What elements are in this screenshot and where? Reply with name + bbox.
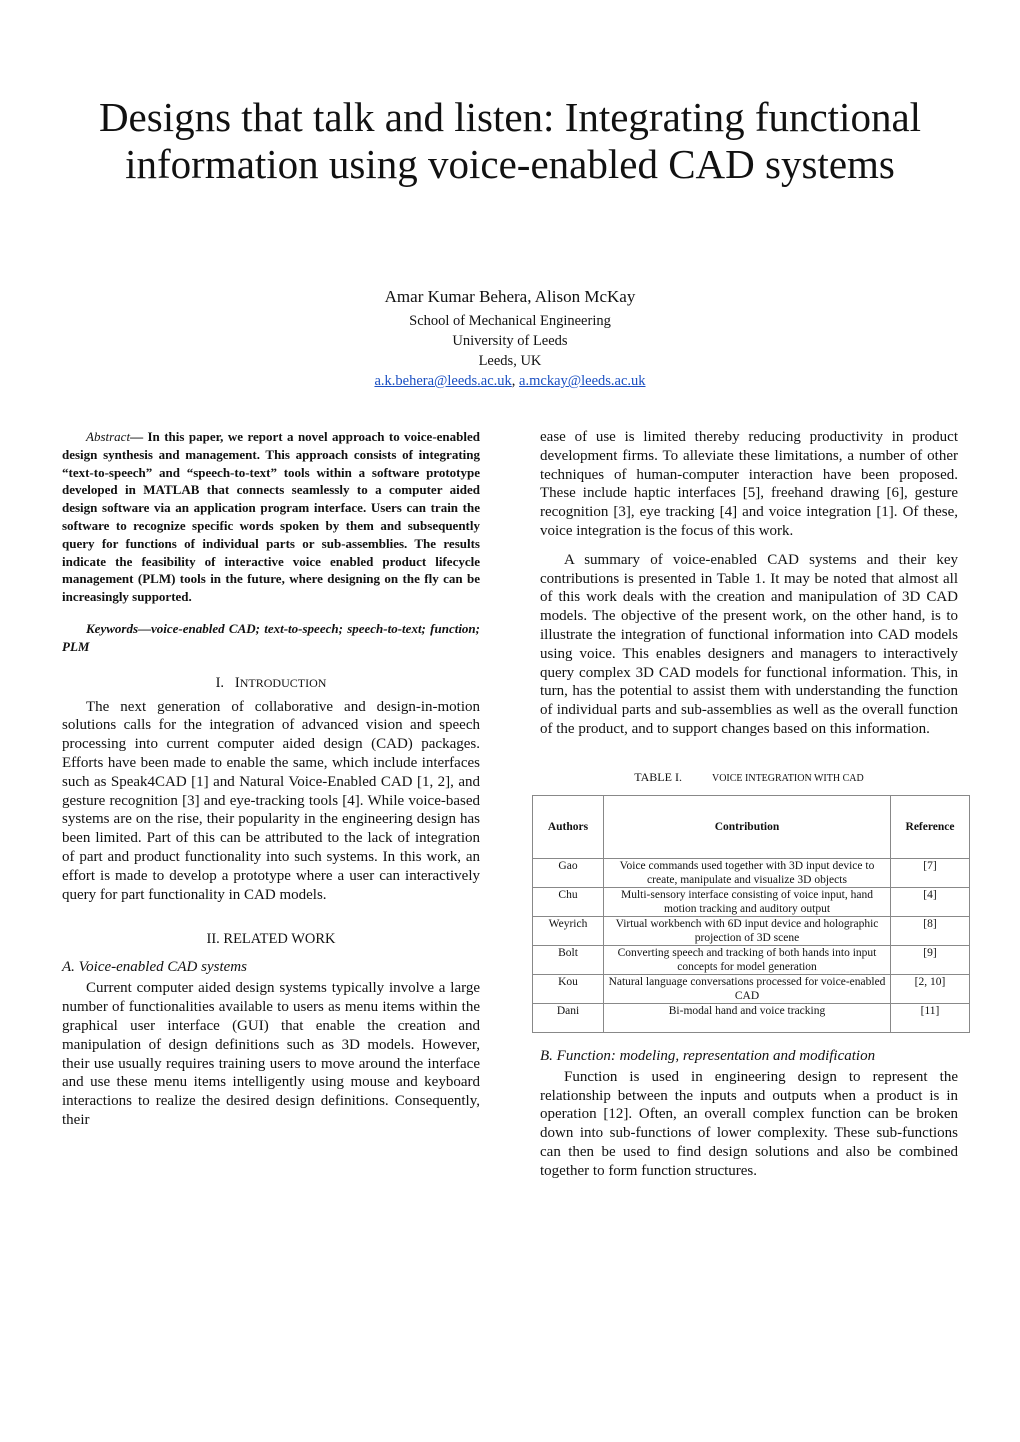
cell-reference: [2, 10] <box>891 974 970 1003</box>
cell-contribution: Multi-sensory interface consisting of voice input, hand motion tracking and auditory output <box>604 887 891 916</box>
table-caption-number: TABLE I. <box>634 769 682 784</box>
paper-title <box>60 94 960 188</box>
cell-contribution: Virtual workbench with 6D input device and holographic projection of 3D scene <box>604 916 891 945</box>
abstract-text: In this paper, we report a novel approach to voice-enabled design synthesis and management. This approach consists of integrating “text-to-speech” and “speech-to-text” tools within a software prototype developed in MATLAB that connects seamlessly to a computer aided design software via an application program interface. Users can train the software to recognize specific words spoken by them and subsequently query for functions of individual parts or sub-assemblies. The results indicate the feasibility of interactive voice enabled product lifecycle management (PLM) tools in the future, where designing on the fly can be increasingly supported. <box>62 429 480 605</box>
summary-paragraph: A summary of voice-enabled CAD systems and their key contributions is presented in Table 1. It may be noted that almost all of this work deals with the creation and manipulation of 3D CAD models. The objective of the present work, on the other hand, is to illustrate the integration of functional information into CAD models using voice. This enables designers and managers to interactively query complex 3D CAD models for functional information. This, in turn, has the potential to assist them with understanding the function of individual parts and sub-assemblies as well as the overall function of the product, and to support changes based on this information. <box>540 551 958 737</box>
table-row <box>533 887 970 916</box>
cell-reference: [8] <box>891 916 970 945</box>
table-row <box>533 916 970 945</box>
voice-cad-paragraph: Current computer aided design systems typically involve a large number of functionalities available to users as menu items within the graphical user interface (GUI) that enable the creation and manipulation of design definitions such as 3D models. However, their use usually requires training users to move around the interface and use these menu items intelligently using mouse and keyboard interactions to realize the desired design definitions. Consequently, their <box>62 980 480 1128</box>
section-title-first: I <box>234 674 240 691</box>
email-separator: , <box>511 373 516 389</box>
header-reference: Reference <box>891 795 970 858</box>
location: Leeds, UK <box>478 353 542 369</box>
title-line-1: Designs that talk and listen: Integrating functional <box>98 94 922 140</box>
cell-author: Gao <box>533 858 604 887</box>
table-caption <box>540 769 958 787</box>
cell-author: Chu <box>533 887 604 916</box>
header-contribution: Contribution <box>604 795 891 858</box>
author-names: Amar Kumar Behera, Alison McKay <box>384 287 636 306</box>
right-column <box>540 428 958 1181</box>
table-header-row <box>533 795 970 858</box>
section-title-rest: NTRODUCTION <box>239 675 327 690</box>
subsection-heading-function: B. Function: modeling, representation and modification <box>540 1047 876 1064</box>
email-link-behera[interactable]: a.k.behera@leeds.ac.uk <box>374 373 512 389</box>
cell-author: Dani <box>533 1003 604 1032</box>
emails <box>210 371 810 391</box>
section-heading-related-work: II. RELATED WORK <box>206 931 336 948</box>
affiliation <box>210 311 810 391</box>
voice-integration-table <box>532 795 970 1033</box>
cell-contribution: Natural language conversations processed for voice-enabled CAD <box>604 974 891 1003</box>
cell-reference: [4] <box>891 887 970 916</box>
function-paragraph: Function is used in engineering design to represent the relationship between the inputs and outputs when a product is in operation [12]. Often, an overall complex function can be broken down into sub-functions of lower complexity. These sub-functions can then be used to find design solutions and also be combined together to form function structures. <box>540 1068 958 1179</box>
cell-contribution: Voice commands used together with 3D input device to create, manipulate and visualize 3D objects <box>604 858 891 887</box>
table-row <box>533 1003 970 1032</box>
cell-reference: [7] <box>891 858 970 887</box>
subsection-heading-voice-cad: A. Voice-enabled CAD systems <box>62 959 247 976</box>
cell-reference: [9] <box>891 945 970 974</box>
title-line-2: information using voice-enabled CAD systems <box>125 141 895 187</box>
university: University of Leeds <box>452 333 568 349</box>
section-heading-introduction <box>62 674 480 692</box>
left-column <box>62 428 480 1130</box>
cell-author: Kou <box>533 974 604 1003</box>
keywords: Keywords—voice-enabled CAD; text-to-speech; speech-to-text; function; PLM <box>62 620 480 654</box>
abstract <box>62 428 480 606</box>
abstract-label: Abstract <box>86 429 131 444</box>
cell-author: Bolt <box>533 945 604 974</box>
intro-paragraph: The next generation of collaborative and design-in-motion solutions calls for the integration of advanced vision and speech processing into current computer aided design (CAD) packages. Efforts have been made to enable the same, which include interfaces such as Speak4CAD [1] and Natural Voice-Enabled CAD [1, 2], and gesture recognition [3] and eye-tracking tools [4]. While voice-based systems are on the rise, their popularity in the engineering design has been limited. Part of this can be attributed to the lack of integration of part and product functionality into such systems. In this work, an effort is made to develop a prototype where a user can interactively query for part functionality in CAD models. <box>62 698 480 903</box>
email-link-mckay[interactable]: a.mckay@leeds.ac.uk <box>519 373 646 389</box>
cell-reference: [11] <box>891 1003 970 1032</box>
table-row <box>533 945 970 974</box>
table-caption-title: VOICE INTEGRATION WITH CAD <box>711 772 864 784</box>
header-authors: Authors <box>533 795 604 858</box>
cell-contribution: Bi-modal hand and voice tracking <box>604 1003 891 1032</box>
continued-paragraph: ease of use is limited thereby reducing productivity in product development firms. To alleviate these limitations, a number of other techniques of human-computer interaction have been proposed. These include haptic interfaces [5], freehand drawing [6], gesture recognition [3], eye tracking [4] and voice integration [1]. Of these, voice integration is the focus of this work. <box>540 429 958 539</box>
table-row <box>533 858 970 887</box>
cell-author: Weyrich <box>533 916 604 945</box>
abstract-dash: — <box>130 429 144 444</box>
section-number: I. <box>215 674 225 691</box>
cell-contribution: Converting speech and tracking of both hands into input concepts for model generation <box>604 945 891 974</box>
table-row <box>533 974 970 1003</box>
department: School of Mechanical Engineering <box>409 313 611 329</box>
